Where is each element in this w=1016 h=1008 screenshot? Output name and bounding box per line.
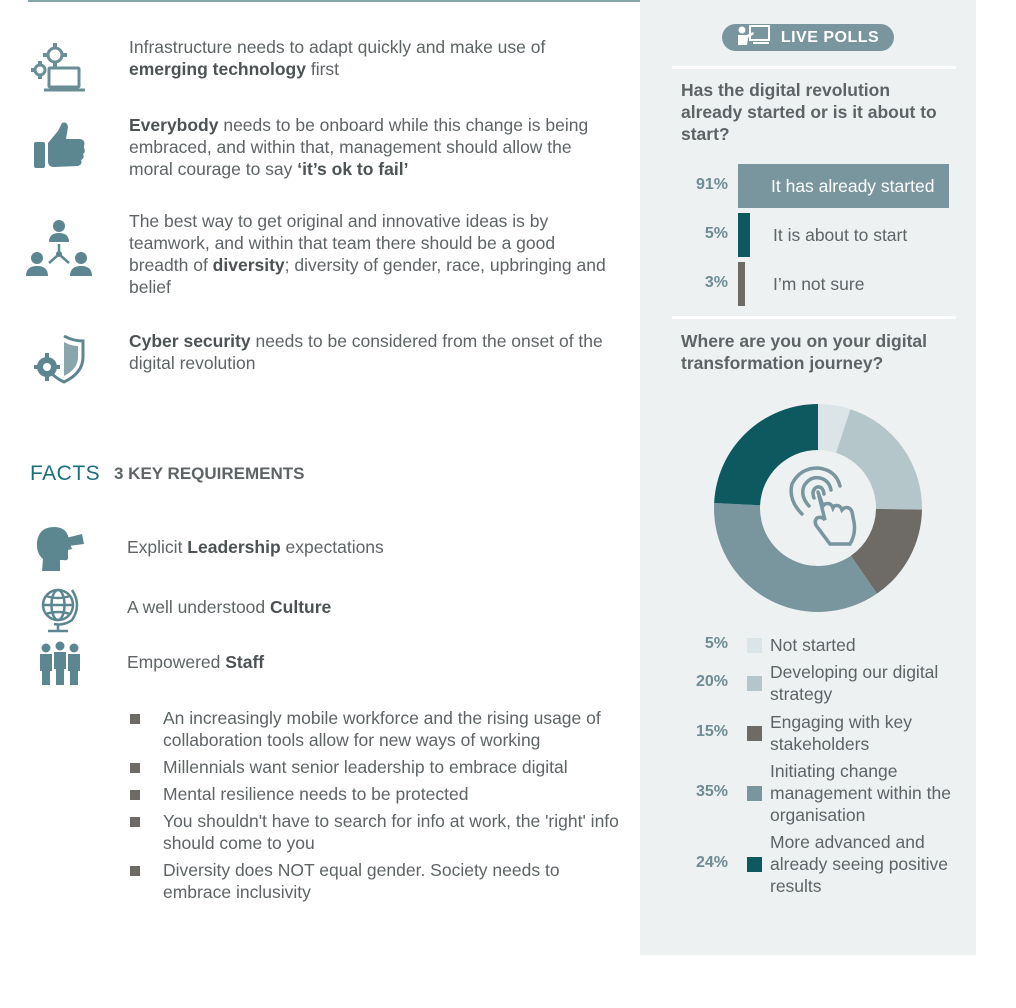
poll-answer-label: It is about to start	[773, 225, 908, 245]
point-text: The best way to get original and innovative ideas is by teamwork, and within that team there should be a good breadth of diversity; diversity of gender, race, upbringing and belief	[129, 211, 606, 297]
requirement-text: Explicit Leadership expectations	[127, 537, 384, 557]
poll-answer-bar	[738, 213, 750, 257]
live-polls-badge	[722, 24, 894, 51]
list-item: Diversity does NOT equal gender. Society needs to embrace inclusivity	[128, 859, 628, 903]
legend-swatch	[747, 676, 762, 691]
facts-label: FACTS	[30, 462, 101, 485]
requirement-text: A well understood Culture	[127, 597, 332, 617]
head-telescope-icon	[32, 525, 88, 573]
poll-answer-bar	[738, 262, 745, 306]
poll-answer-label: I’m not sure	[773, 274, 865, 294]
thumbs-up-icon	[24, 112, 94, 182]
point-text: Infrastructure needs to adapt quickly and make use of emerging technology first	[129, 37, 546, 79]
legend-pct: 24%	[695, 854, 728, 871]
list-item: Mental resilience needs to be protected	[128, 783, 628, 805]
list-item: Millennials want senior leadership to embrace digital	[128, 756, 628, 778]
point-text: Cyber security needs to be considered from the onset of the digital revolution	[129, 331, 603, 373]
touch-gesture-icon	[791, 468, 854, 544]
gear-laptop-icon	[24, 34, 94, 104]
point-teamwork-diversity	[24, 210, 624, 300]
facts-subtitle: 3 KEY REQUIREMENTS	[114, 464, 305, 483]
requirement-culture	[32, 585, 592, 633]
poll-answer-pct: 5%	[704, 225, 728, 242]
poll-question-1: Has the digital revolution already started or is it about to start?	[681, 80, 937, 144]
presenter-board-icon	[737, 24, 771, 51]
donut-slice	[836, 409, 922, 509]
poll-answer-pct: 91%	[695, 176, 728, 193]
poll-answer	[680, 262, 960, 306]
legend-label: More advanced and already seeing positive results	[770, 832, 949, 896]
people-group-icon	[32, 640, 88, 688]
point-emerging-technology	[24, 36, 624, 96]
shield-gear-icon	[24, 324, 94, 394]
team-network-icon	[24, 214, 94, 284]
list-item: An increasingly mobile workforce and the rising usage of collaboration tools allow for new ways of working	[128, 707, 628, 751]
legend-pct: 20%	[695, 673, 728, 690]
requirement-staff	[32, 640, 592, 688]
poll-answer-pct: 3%	[704, 274, 728, 291]
point-everybody-onboard	[24, 114, 624, 184]
legend-swatch	[747, 857, 762, 872]
legend-label: Not started	[770, 635, 856, 655]
legend-label: Developing our digital strategy	[770, 662, 939, 704]
legend-label: Initiating change management within the organisation	[770, 761, 951, 825]
legend-swatch	[747, 726, 762, 741]
legend-pct: 15%	[695, 723, 728, 740]
poll-answer-label: It has already started	[771, 176, 935, 196]
globe-icon	[32, 585, 88, 633]
requirement-leadership	[32, 525, 592, 573]
facts-bullet-list	[128, 707, 628, 908]
legend-pct: 5%	[704, 635, 728, 652]
divider	[672, 316, 956, 319]
legend-label: Engaging with key stakeholders	[770, 712, 913, 754]
legend-pct: 35%	[695, 783, 728, 800]
poll-answer	[680, 213, 960, 257]
list-item: You shouldn't have to search for info at work, the 'right' info should come to you	[128, 810, 628, 854]
legend-swatch	[747, 638, 762, 653]
poll-answer	[680, 164, 960, 208]
live-polls-label: LIVE POLLS	[780, 28, 880, 46]
point-text: Everybody needs to be onboard while this change is being embraced, and within that, management should allow the moral courage to say ‘it’s ok to fail’	[129, 115, 589, 179]
donut-chart	[712, 402, 924, 614]
requirement-text: Empowered Staff	[127, 652, 265, 672]
point-cyber-security	[24, 330, 624, 390]
divider	[672, 66, 956, 69]
poll-question-2: Where are you on your digital transformation journey?	[681, 331, 928, 373]
legend-swatch	[747, 786, 762, 801]
